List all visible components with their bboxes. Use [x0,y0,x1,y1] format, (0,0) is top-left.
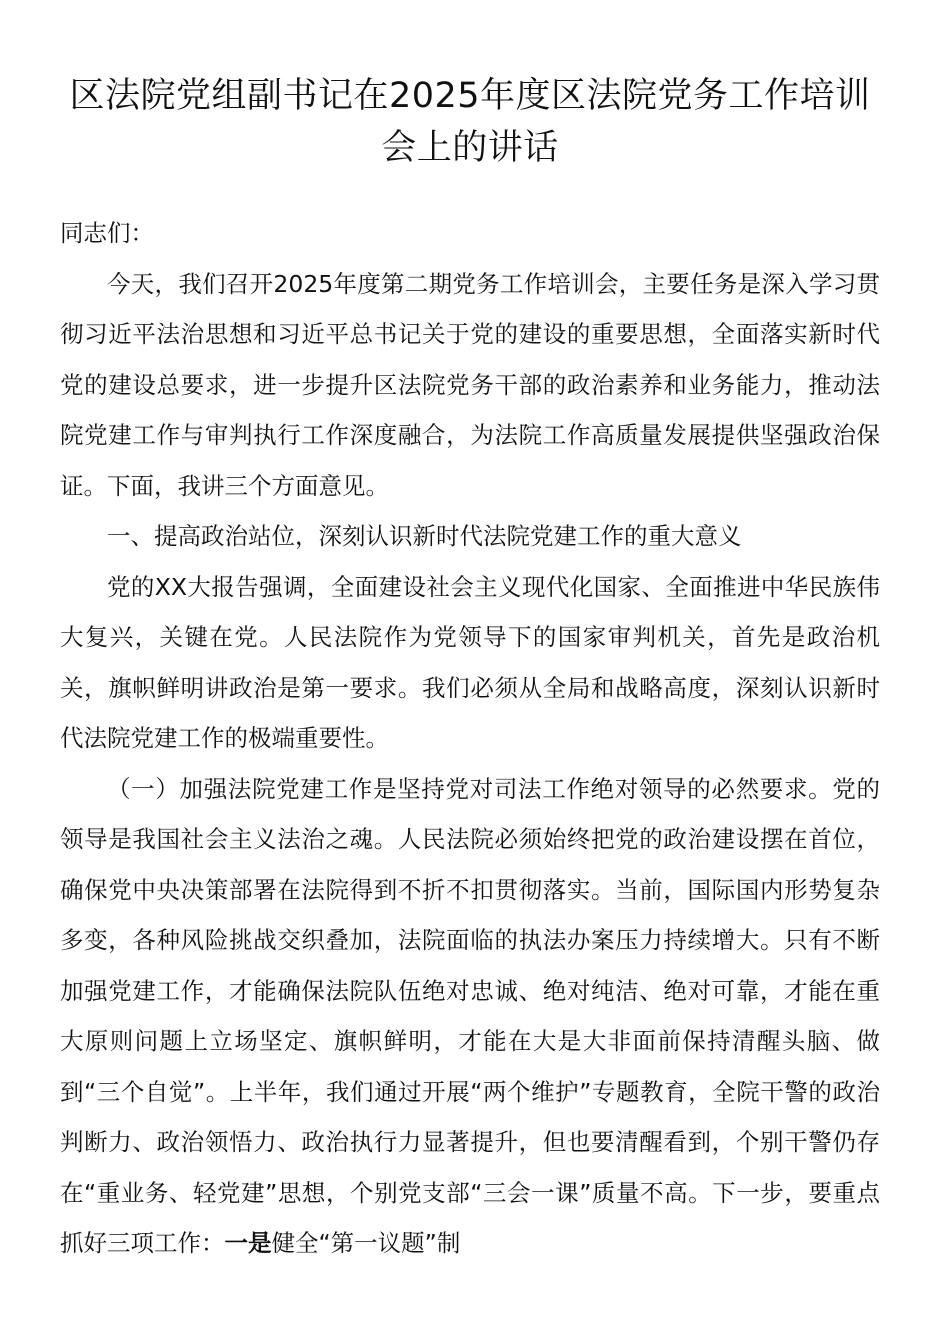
subsection-1-continuation: 健全“第一议题”制 [271,1229,461,1257]
first-point-label: 一是 [224,1229,272,1257]
title-line-1: 区法院党组副书记在2025年度区法院党务工作培训 [69,76,871,116]
document-body [60,208,880,1269]
intro-paragraph: 今天，我们召开2025年度第二期党务工作培训会，主要任务是深入学习贯彻习近平法治思想和习近平总书记关于党的建设的重要思想，全面落实新时代党的建设总要求，进一步提升区法院党务干部的政治素养和业务能力，推动法院党建工作与审判执行工作深度融合，为法院工作高质量发展提供坚强政治保证。下面，我讲三个方面意见。 [60,269,880,500]
subsection-1-paragraph [60,764,880,1269]
document-title [60,70,880,174]
section-1-paragraph: 党的XX大报告强调，全面建设社会主义现代化国家、全面推进中华民族伟大复兴，关键在党。人民法院作为党领导下的国家审判机关，首先是政治机关，旗帜鲜明讲政治是第一要求。我们必须从全局和战略高度，深刻认识新时代法院党建工作的极端重要性。 [60,572,880,752]
title-line-2: 会上的讲话 [381,128,559,168]
salutation: 同志们： [60,219,154,247]
subsection-1-text: （一）加强法院党建工作是坚持党对司法工作绝对领导的必然要求。党的领导是我国社会主义法治之魂。人民法院必须始终把党的政治建设摆在首位，确保党中央决策部署在法院得到不折不扣贯彻落实。当前，国际国内形势复杂多变，各种风险挑战交织叠加，法院面临的执法办案压力持续增大。只有不断加强党建工作，才能确保法院队伍绝对忠诚、绝对纯洁、绝对可靠，才能在重大原则问题上立场坚定、旗帜鲜明，才能在大是大非面前保持清醒头脑、做到“三个自觉”。上半年，我们通过开展“两个维护”专题教育，全院干警的政治判断力、政治领悟力、政治执行力显著提升，但也要清醒看到，个别干警仍存在“重业务、轻党建”思想，个别党支部“三会一课”质量不高。下一步，要重点抓好三项工作： [60,774,880,1257]
section-heading-1: 一、提高政治站位，深刻认识新时代法院党建工作的重大意义 [107,522,742,550]
